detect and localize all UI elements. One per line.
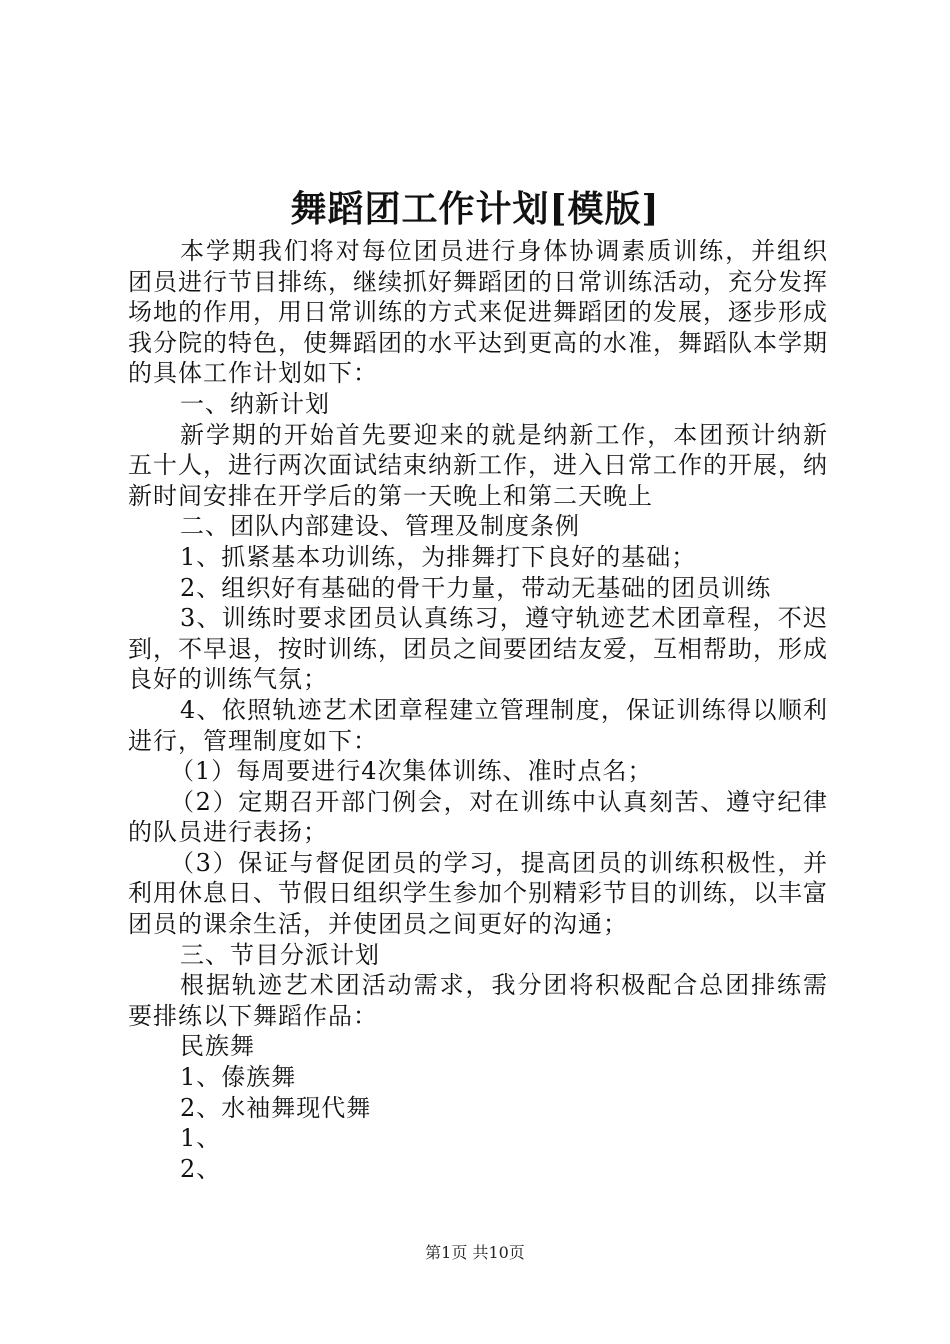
programs-paragraph: 根据轨迹艺术团活动需求，我分团将积极配合总团排练需要排练以下舞蹈作品： — [128, 971, 828, 1030]
recruitment-paragraph: 新学期的开始首先要迎来的就是纳新工作，本团预计纳新五十人，进行两次面试结束纳新工作，进入日常工作的开展，纳新时间安排在开学后的第一天晚上和第二天晚上 — [128, 420, 828, 510]
folk-dance-item-1: 1、傣族舞 — [180, 1063, 297, 1092]
management-item-2: 2、组织好有基础的骨干力量，带动无基础的团员训练 — [180, 573, 772, 602]
management-item-1: 1、抓紧基本功训练，为排舞打下良好的基础； — [180, 542, 697, 571]
modern-dance-item-1: 1、 — [180, 1124, 222, 1153]
intro-paragraph: 本学期我们将对每位团员进行身体协调素质训练，并组织团员进行节目排练，继续抓好舞蹈团的日常训练活动，充分发挥场地的作用，用日常训练的方式来促进舞蹈团的发展，逐步形成我分院的特色，使舞蹈团的水平达到更高的水准，舞蹈队本学期的具体工作计划如下： — [128, 237, 828, 388]
rule-item-2: （2）定期召开部门例会，对在训练中认真刻苦、遵守纪律的队员进行表扬； — [128, 787, 828, 847]
document-body — [128, 236, 828, 1184]
document-title: 舞蹈团工作计划[模版] — [290, 188, 660, 230]
category-folk-dance: 民族舞 — [180, 1032, 255, 1061]
rule-item-1: （1）每周要进行4次集体训练、准时点名； — [170, 757, 653, 786]
folk-dance-item-2: 2、水袖舞现代舞 — [180, 1093, 372, 1122]
section-heading-programs: 三、节目分派计划 — [180, 940, 380, 969]
section-heading-recruitment: 一、纳新计划 — [180, 389, 330, 418]
rule-item-3: （3）保证与督促团员的学习，提高团员的训练积极性，并利用休息日、节假日组织学生参加个别精彩节目的训练，以丰富团员的课余生活，并使团员之间更好的沟通； — [128, 848, 828, 939]
section-heading-management: 二、团队内部建设、管理及制度条例 — [180, 512, 580, 541]
management-item-4: 4、依照轨迹艺术团章程建立管理制度，保证训练得以顺利进行，管理制度如下： — [128, 695, 828, 755]
management-item-3: 3、训练时要求团员认真练习，遵守轨迹艺术团章程，不迟到，不早退，按时训练，团员之间要团结友爱，互相帮助，形成良好的训练气氛； — [128, 604, 828, 694]
modern-dance-item-2: 2、 — [180, 1154, 222, 1183]
page-footer: 第1页 共10页 — [425, 1243, 525, 1262]
